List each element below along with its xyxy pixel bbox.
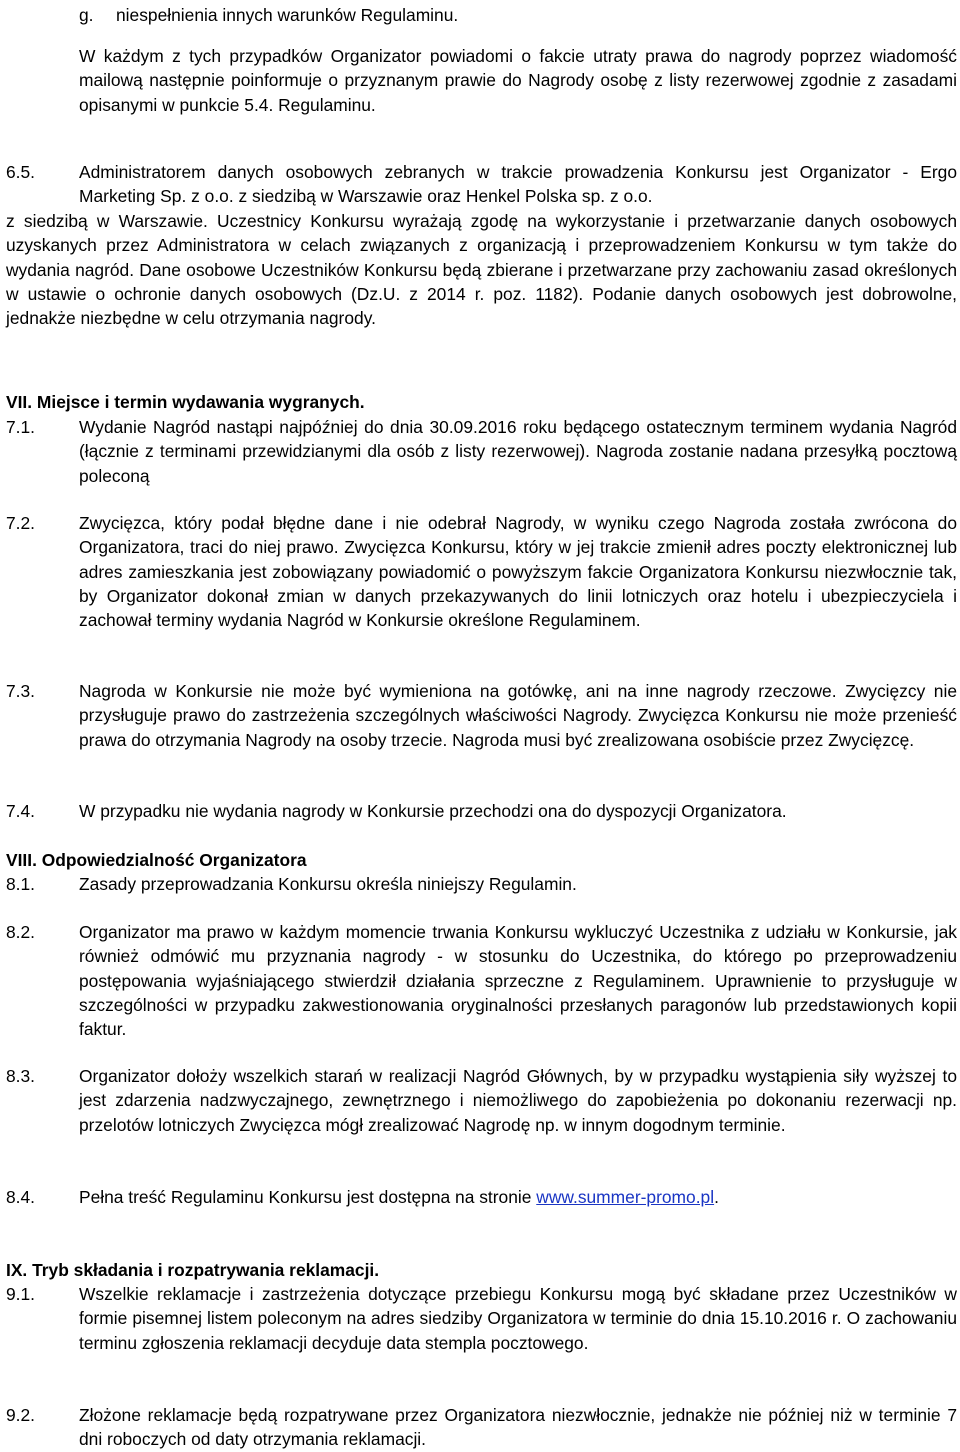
item-6-5 <box>6 160 957 209</box>
item-text: W przypadku nie wydania nagrody w Konkursie przechodzi ona do dyspozycji Organizatora. <box>79 801 787 821</box>
item-6-5-continuation: z siedzibą w Warszawie. Uczestnicy Konkursu wyrażają zgodę na wykorzystanie i przetwarzanie danych osobowych uzyskanych przez Administratora w celach związanych z organizacją i przeprowadzeniem Konkursu w tym także do wydania nagród. Dane osobowe Uczestników Konkursu będą zbierane i przetwarzane przy zachowaniu zasad określonych w ustawie o ochronie danych osobowych (Dz.U. z 2014 r. poz. 1182). Podanie danych osobowych jest dobrowolne, jednakże niezbędne w celu otrzymania nagrody. <box>6 211 957 329</box>
item-number: 8.3. <box>6 1066 36 1086</box>
summer-promo-link[interactable]: www.summer-promo.pl <box>536 1187 715 1207</box>
item-8-1 <box>6 872 957 896</box>
section-viii-heading: VIII. Odpowiedzialność Organizatora <box>6 850 307 870</box>
item-8-2 <box>6 920 957 1041</box>
item-text-after: . <box>714 1187 719 1207</box>
item-7-3 <box>6 679 957 752</box>
item-6-5-line1: Administratorem danych osobowych zebranych w trakcie prowadzenia Konkursu jest Organizator - Ergo Marketing Sp. z o.o. z siedzibą w Warszawie oraz Henkel Polska sp. z o.o. <box>79 162 957 207</box>
item-text: Organizator ma prawo w każdym momencie trwania Konkursu wykluczyć Uczestnika z udziału w Konkursie, jak również odmówić mu przyznania nagrody - w stosunku do Uczestnika, do którego po przeprowadzeniu postępowania wyjaśniającego stwierdził działania sprzeczne z Regulaminem. Uprawnienie to przysługuje w szczególności w przypadku zakwestionowania oryginalności przesłanych paragonów lub przedstawionych kopii faktur. <box>79 922 957 1040</box>
item-text <box>79 1185 957 1209</box>
item-number: 7.1. <box>6 417 36 437</box>
item-number: 7.4. <box>6 801 36 821</box>
item-text: Zwycięzca, który podał błędne dane i nie odebrał Nagrody, w wyniku czego Nagroda została zwrócona do Organizatora, traci do niej prawo. Zwycięzca Konkursu, który w jej trakcie zmienił adres poczty elektronicznej lub adres zamieszkania jest zobowiązany powiadomić o powyższym fakcie Organizatora Konkursu niezwłocznie tak, by Organizator dokonał zmian w danych przekazywanych do linii lotniczych oraz hotelu i ubezpieczyciela i zachował terminy wydania Nagród w Konkursie określone Regulaminem. <box>79 513 957 631</box>
item-7-1 <box>6 415 957 488</box>
item-number: 7.2. <box>6 513 36 533</box>
item-text: Nagroda w Konkursie nie może być wymieniona na gotówkę, ani na inne nagrody rzeczowe. Zwycięzcy nie przysługuje prawo do zastrzeżenia szczególnych właściwości Nagrody. Zwycięzca Konkursu nie może przenieść prawa do otrzymania Nagrody na osoby trzecie. Nagroda musi być zrealizowana osobiście przez Zwycięzcę. <box>79 681 957 750</box>
item-8-3 <box>6 1064 957 1137</box>
item-9-2 <box>6 1403 957 1452</box>
item-number: 9.1. <box>6 1284 36 1304</box>
item-text-before: Pełna treść Regulaminu Konkursu jest dostępna na stronie <box>79 1187 537 1207</box>
section-ix-heading: IX. Tryb składania i rozpatrywania reklamacji. <box>6 1260 380 1280</box>
item-number: 9.2. <box>6 1405 36 1425</box>
item-7-4 <box>6 799 957 823</box>
item-text: Złożone reklamacje będą rozpatrywane przez Organizatora niezwłocznie, jednakże nie później niż w terminie 7 dni roboczych od daty otrzymania reklamacji. <box>79 1405 957 1450</box>
list-item-text: niespełnienia innych warunków Regulaminu. <box>116 5 459 25</box>
item-number: 8.4. <box>6 1187 36 1207</box>
item-7-2 <box>6 511 957 632</box>
item-number: 6.5. <box>6 162 36 182</box>
item-text: Zasady przeprowadzania Konkursu określa niniejszy Regulamin. <box>79 874 577 894</box>
intro-paragraph: W każdym z tych przypadków Organizator powiadomi o fakcie utraty prawa do nagrody poprzez wiadomość mailową następnie poinformuje o przyznanym prawie do Nagrody osobę z listy rezerwowej zgodnie z zasadami opisanymi w punkcie 5.4. Regulaminu. <box>79 46 957 115</box>
item-text: Wydanie Nagród nastąpi najpóźniej do dnia 30.09.2016 roku będącego ostatecznym terminem wydania Nagród (łącznie z terminami przewidzianymi dla osób z listy rezerwowej). Nagroda zostanie nadana przesyłką pocztową poleconą <box>79 417 957 486</box>
section-vii-heading: VII. Miejsce i termin wydawania wygranych. <box>6 392 365 412</box>
item-text: Wszelkie reklamacje i zastrzeżenia dotyczące przebiegu Konkursu mogą być składane przez Uczestników w formie pisemnej listem poleconym na adres siedziby Organizatora w terminie do dnia 15.10.2016 r. O zachowaniu terminu zgłoszenia reklamacji decyduje data stempla pocztowego. <box>79 1284 957 1353</box>
item-9-1 <box>6 1282 957 1355</box>
list-marker: g. <box>79 5 94 25</box>
item-8-4 <box>6 1185 957 1209</box>
item-number: 8.2. <box>6 922 36 942</box>
item-number: 7.3. <box>6 681 36 701</box>
item-text: Organizator dołoży wszelkich starań w realizacji Nagród Głównych, by w przypadku wystąpienia siły wyższej to jest zdarzenia nadzwyczajnego, zewnętrznego i niemożliwego do zapobieżenia po dokonaniu rezerwacji np. przelotów lotniczych Zwycięzca mógł zrealizować Nagrodę np. w innym dogodnym terminie. <box>79 1066 957 1135</box>
item-number: 8.1. <box>6 874 36 894</box>
